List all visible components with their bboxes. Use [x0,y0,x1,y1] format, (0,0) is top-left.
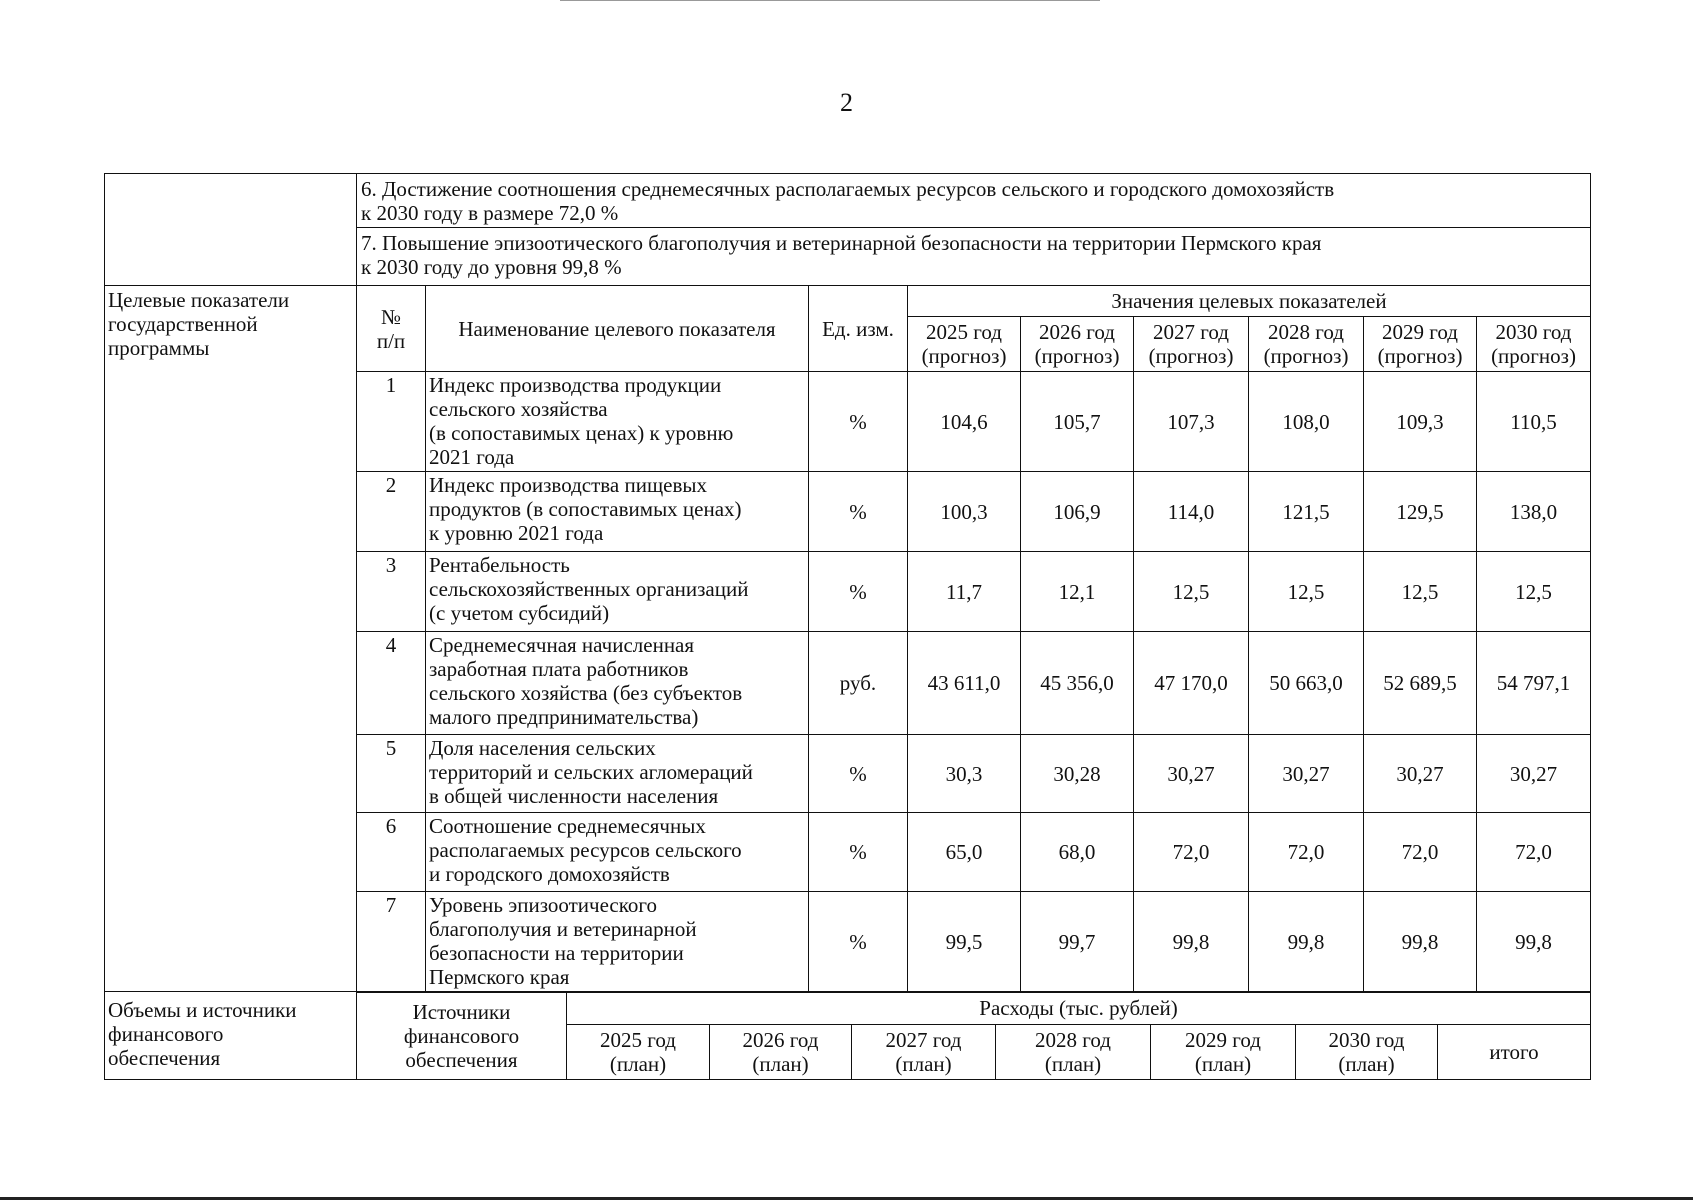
indicator-value-cell [1476,551,1591,632]
finance-year-header-text [886,1028,962,1076]
indicator-unit-cell [808,471,908,552]
indicator-number-cell [356,812,426,892]
indicator-value-cell [907,551,1021,632]
indicator-value-cell [1476,891,1591,993]
finance-year-header-text-line: (план) [1044,1052,1102,1076]
column-header-number [356,285,426,372]
indicator-value: 108,0 [1282,409,1330,434]
indicator-value: 30,27 [1509,761,1558,786]
indicator-name-text-line: продуктов (в сопоставимых ценах) [429,497,742,521]
indicator-value: 30,27 [1167,761,1215,786]
column-header-number-text-line: № [380,304,402,329]
indicator-number: 3 [385,553,397,577]
indicator-value: 106,9 [1053,499,1101,524]
finance-year-header-text-line: 2027 год [885,1028,962,1052]
indicator-name-text-line: Пермского края [429,965,570,989]
indicator-value-cell [1133,371,1249,472]
indicator-value: 105,7 [1053,409,1101,434]
indicator-value: 114,0 [1167,499,1215,524]
indicator-name-cell [425,551,809,632]
indicator-value: 99,7 [1058,930,1096,954]
indicator-value-cell [1363,812,1477,892]
indicator-value-cell [1248,371,1364,472]
goal-7-text [357,228,1590,282]
finance-year-header-text [1185,1028,1261,1076]
indicator-value-cell [1363,734,1477,813]
indicator-unit-cell [808,812,908,892]
indicator-name-text [426,892,808,990]
finance-year-header-text-line: (план) [1338,1052,1395,1076]
year-header-text [1149,320,1234,368]
indicator-unit-cell [808,891,908,993]
finance-year-header-text-line: (план) [1194,1052,1252,1076]
finance-year-header-2030 [1295,1024,1438,1080]
column-header-number-text-line: п/п [376,328,406,353]
indicator-name-text-line: и городского домохозяйств [429,862,670,886]
indicator-name-text-line: Рентабельность [429,553,570,577]
goal-7-text-line: к 2030 году до уровня 99,8 % [361,255,622,279]
goals-left-empty-cell [104,173,357,286]
goal-6-text-line: к 2030 году в размере 72,0 % [361,201,619,225]
indicator-value: 30,27 [1396,761,1444,786]
indicator-number-cell [356,891,426,993]
finance-total-header-text: итого [1489,1040,1539,1064]
finance-label-text-line: обеспечения [108,1046,221,1070]
year-header-text-line: (прогноз) [1377,344,1463,368]
indicators-label-text-line: программы [108,336,210,360]
indicator-name-text [426,813,808,887]
finance-sources-header-text [404,1000,519,1072]
indicator-number-cell [356,631,426,735]
finance-sources-header [356,991,567,1080]
indicator-name-text-line: безопасности на территории [429,941,684,965]
year-header-text-line: 2028 год [1268,320,1344,344]
finance-year-header-text-line: (план) [895,1052,952,1076]
indicator-name-text-line: сельского хозяйства (без субъектов [429,681,743,705]
indicator-value-cell [1248,812,1364,892]
indicator-value: 47 170,0 [1154,671,1228,695]
indicator-value: 65,0 [945,840,983,864]
indicator-name-cell [425,371,809,472]
year-header-2027 [1133,316,1249,372]
finance-year-header-text-line: (план) [609,1052,667,1076]
indicator-name-text-line: Соотношение среднемесячных [429,814,706,838]
column-header-indicator-name [425,285,809,372]
column-header-unit [808,285,908,372]
indicator-value-cell [1133,551,1249,632]
indicator-value: 107,3 [1167,409,1215,434]
indicator-value-cell [1476,812,1591,892]
indicator-unit-cell [808,551,908,632]
indicator-value: 30,27 [1282,761,1330,786]
indicator-value-cell [1363,631,1477,735]
year-header-text [1491,320,1576,368]
indicator-value-cell [1133,891,1249,993]
indicator-value: 30,28 [1053,761,1101,786]
values-group-header-text: Значения целевых показателей [1111,289,1387,313]
indicator-name-cell [425,631,809,735]
indicator-value: 72,0 [1172,840,1210,864]
indicator-name-text [426,632,808,730]
finance-year-header-text-line: 2028 год [1035,1028,1111,1052]
indicator-value-cell [907,891,1021,993]
finance-year-header-text-line: 2026 год [742,1028,819,1052]
indicator-name-text-line: к уровню 2021 года [429,521,604,545]
year-header-text-line: (прогноз) [1491,344,1576,368]
finance-sources-header-text-line: финансового [403,1023,520,1048]
indicator-value-cell [1476,371,1591,472]
indicator-value: 12,5 [1287,579,1325,604]
indicator-value-cell [1133,631,1249,735]
indicator-value: 12,5 [1515,579,1552,604]
finance-year-header-text [1329,1028,1405,1076]
indicator-name-text-line: располагаемых ресурсов сельского [429,838,742,862]
indicator-value: 68,0 [1058,840,1096,864]
indicator-unit: % [849,409,867,434]
indicator-number-cell [356,551,426,632]
indicator-name-text-line: Индекс производства продукции [429,373,722,397]
expenses-group-header-text: Расходы (тыс. рублей) [979,996,1178,1020]
indicator-name-text-line: сельского хозяйства [429,397,608,421]
finance-label-text-line: Объемы и источники [108,998,297,1022]
finance-year-header-text-line: 2025 год [600,1028,676,1052]
indicator-value: 138,0 [1509,499,1558,524]
finance-year-header-2027 [851,1024,996,1080]
indicator-value-cell [1020,734,1134,813]
finance-year-header-2029 [1150,1024,1296,1080]
finance-year-header-2026 [709,1024,852,1080]
indicator-name-text-line: Доля населения сельских [429,736,656,760]
column-header-indicator-name-text: Наименование целевого показателя [458,316,776,341]
indicator-name-cell [425,812,809,892]
indicator-name-cell [425,891,809,993]
indicator-number: 6 [385,814,397,838]
indicator-value-cell [1363,371,1477,472]
indicator-name-cell [425,471,809,552]
indicator-value: 72,0 [1287,840,1325,864]
indicator-name-cell [425,734,809,813]
finance-label-text [105,992,356,1070]
year-header-text-line: (прогноз) [921,344,1007,368]
indicator-value-cell [1248,734,1364,813]
goal-6-text-line: 6. Достижение соотношения среднемесячных располагаемых ресурсов сельского и городского домохозяйств [361,177,1335,201]
indicator-name-text [426,472,808,546]
indicator-value: 99,8 [1287,930,1325,954]
indicator-value-cell [907,631,1021,735]
indicator-name-text-line: территорий и сельских агломераций [429,760,753,784]
finance-sources-header-text-line: обеспечения [405,1047,518,1072]
indicator-value: 52 689,5 [1383,671,1457,695]
finance-year-header-text-line: (план) [752,1052,809,1076]
year-header-2029 [1363,316,1477,372]
expenses-group-header [566,991,1591,1025]
year-header-text-line: (прогноз) [1263,344,1349,368]
indicator-value: 104,6 [940,409,988,434]
indicator-value-cell [1133,812,1249,892]
indicator-name-text-line: благополучия и ветеринарной [429,917,697,941]
indicator-value-cell [907,371,1021,472]
indicator-name-text-line: (с учетом субсидий) [429,601,610,625]
indicator-value: 11,7 [946,579,982,604]
indicator-value-cell [1020,891,1134,993]
indicator-name-text-line: заработная плата работников [429,657,689,681]
year-header-2030 [1476,316,1591,372]
year-header-text-line: (прогноз) [1148,344,1234,368]
indicator-value: 121,5 [1282,499,1330,524]
indicators-label-text-line: Целевые показатели [108,288,290,312]
indicator-value-cell [1363,891,1477,993]
indicator-value-cell [1248,551,1364,632]
indicator-name-text-line: в общей численности населения [429,784,719,808]
indicator-value-cell [1133,734,1249,813]
indicator-value: 99,8 [1515,930,1552,954]
values-group-header [907,285,1591,317]
indicator-name-text-line: сельскохозяйственных организаций [429,577,749,601]
year-header-text-line: 2030 год [1495,320,1572,344]
indicator-name-text [426,552,808,626]
indicator-number-cell [356,371,426,472]
year-header-text-line: 2026 год [1039,320,1115,344]
finance-label-text-line: финансового [108,1022,224,1046]
year-header-text [1035,320,1120,368]
indicator-value-cell [907,812,1021,892]
indicator-number: 2 [385,473,397,497]
indicator-value-cell [1476,631,1591,735]
finance-total-header [1437,1024,1591,1080]
indicator-value-cell [1020,471,1134,552]
indicator-value: 72,0 [1515,840,1552,864]
goal-7-text-line: 7. Повышение эпизоотического благополучия и ветеринарной безопасности на территории Пермского края [361,231,1322,255]
indicator-unit: % [849,930,867,954]
indicator-number: 1 [385,373,397,397]
indicator-value-cell [907,734,1021,813]
indicator-name-text-line: Индекс производства пищевых [429,473,707,497]
indicator-value: 54 797,1 [1496,671,1571,695]
year-header-text [1264,320,1349,368]
top-edge-line [560,0,1100,1]
indicator-number: 5 [385,736,397,760]
indicator-name-text-line: (в сопоставимых ценах) к уровню [429,421,734,445]
indicator-name-text [426,372,808,470]
indicator-value-cell [1248,631,1364,735]
goal-6-cell [356,173,1591,228]
year-header-text-line: 2029 год [1382,320,1458,344]
indicator-value: 129,5 [1396,499,1444,524]
indicator-unit: % [849,499,867,524]
indicator-value-cell [1020,631,1134,735]
indicator-value: 12,5 [1401,579,1439,604]
indicator-value-cell [1020,371,1134,472]
indicator-value: 100,3 [940,499,988,524]
indicator-value-cell [1020,551,1134,632]
indicator-value-cell [1476,734,1591,813]
year-header-text [1378,320,1463,368]
year-header-2026 [1020,316,1134,372]
year-header-2025 [907,316,1021,372]
indicator-number: 4 [385,633,397,657]
finance-year-header-text [600,1028,676,1076]
goal-7-cell [356,227,1591,286]
indicator-value: 110,5 [1510,409,1557,434]
indicator-unit: % [849,761,867,786]
indicator-name-text-line: Среднемесячная начисленная [429,633,695,657]
indicator-unit-cell [808,371,908,472]
year-header-text [922,320,1007,368]
indicator-value: 12,1 [1058,579,1096,604]
year-header-text-line: 2027 год [1153,320,1229,344]
indicators-section-label [104,285,357,992]
indicator-number-cell [356,734,426,813]
finance-sources-header-text-line: Источники [412,999,511,1024]
indicator-name-text-line: 2021 года [429,445,515,469]
indicator-value: 109,3 [1396,409,1444,434]
indicator-value: 43 611,0 [927,671,1001,695]
year-header-2028 [1248,316,1364,372]
column-header-unit-text: Ед. изм. [822,316,894,341]
indicator-value: 99,8 [1172,930,1210,954]
indicators-label-text-line: государственной [108,312,258,336]
finance-year-header-2025 [566,1024,710,1080]
indicator-unit-cell [808,734,908,813]
indicator-number-cell [356,471,426,552]
finance-year-header-2028 [995,1024,1151,1080]
year-header-text-line: (прогноз) [1034,344,1120,368]
indicator-number: 7 [385,893,397,917]
indicator-value: 50 663,0 [1269,671,1343,695]
indicator-unit: % [849,840,867,864]
indicator-unit-cell [808,631,908,735]
goal-6-text [357,174,1590,228]
indicator-value: 45 356,0 [1040,671,1114,695]
indicator-value-cell [907,471,1021,552]
finance-year-header-text [1035,1028,1111,1076]
indicator-value-cell [1248,891,1364,993]
indicator-unit: руб. [839,671,877,695]
finance-year-header-text [743,1028,819,1076]
indicator-value-cell [1363,551,1477,632]
indicator-name-text-line: Уровень эпизоотического [429,893,657,917]
indicator-value-cell [1133,471,1249,552]
indicator-unit: % [849,579,867,604]
page-number: 2 [840,88,853,117]
year-header-text-line: 2025 год [926,320,1002,344]
indicator-name-text-line: малого предпринимательства) [429,705,699,729]
indicator-value-cell [1248,471,1364,552]
finance-year-header-text-line: 2029 год [1185,1028,1261,1052]
indicator-value-cell [1020,812,1134,892]
finance-section-label [104,991,357,1080]
finance-year-header-text-line: 2030 год [1328,1028,1405,1052]
indicator-value: 99,5 [945,930,983,954]
indicator-value: 72,0 [1401,840,1439,864]
indicator-value-cell [1476,471,1591,552]
indicator-value-cell [1363,471,1477,552]
indicators-label-text [105,286,356,362]
indicator-name-text [426,735,808,809]
indicator-value: 99,8 [1401,930,1439,954]
indicator-value: 30,3 [945,761,983,786]
indicator-value: 12,5 [1172,579,1210,604]
column-header-number-text [377,305,405,353]
